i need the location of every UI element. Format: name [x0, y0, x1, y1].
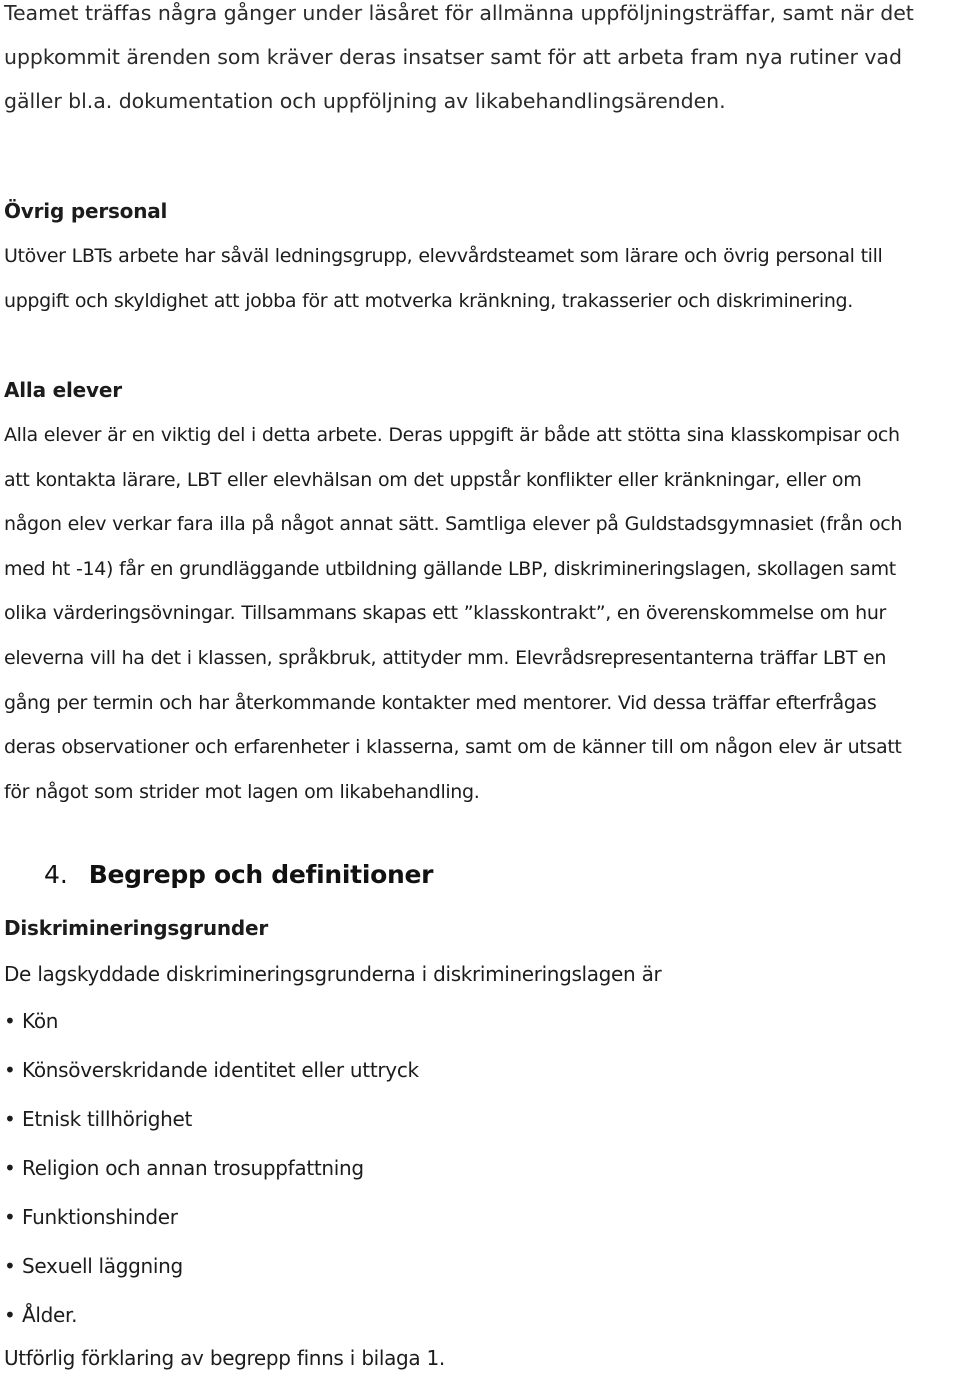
intro-line-2: uppkommit ärenden som kräver deras insatser samt för att arbeta fram nya rutiner vad — [4, 45, 902, 69]
list-item-text: Kön — [22, 1008, 59, 1033]
bullet-icon: • — [4, 1302, 16, 1327]
list-item-text: Funktionshinder — [22, 1204, 178, 1229]
list-item — [4, 1095, 956, 1144]
alla-elever-line: deras observationer och erfarenheter i klasserna, samt om de känner till om någon elev är utsatt — [4, 736, 902, 759]
intro-line-1: Teamet träffas några gånger under läsåret för allmänna uppföljningsträffar, samt när det — [4, 1, 914, 25]
list-item-text: Könsöverskridande identitet eller uttryck — [22, 1057, 419, 1082]
alla-elever-line: olika värderingsövningar. Tillsammans skapas ett ”klasskontrakt”, en överenskommelse om hur — [4, 602, 887, 625]
diskrimineringsgrunder-intro: De lagskyddade diskrimineringsgrunderna i diskrimineringslagen är — [4, 962, 662, 986]
list-item-text: Religion och annan trosuppfattning — [22, 1155, 364, 1180]
list-item — [4, 997, 956, 1046]
section-title: Begrepp och definitioner — [88, 860, 434, 889]
section-number: 4. — [44, 860, 68, 889]
diskrimineringsgrunder-footer: Utförlig förklaring av begrepp finns i bilaga 1. — [4, 1345, 445, 1370]
bullet-icon: • — [4, 1008, 16, 1033]
section-4-heading — [44, 853, 433, 897]
alla-elever-paragraph — [4, 413, 956, 814]
alla-elever-line: någon elev verkar fara illa på något annat sätt. Samtliga elever på Guldstadsgymnasiet (från och — [4, 513, 903, 536]
list-item — [4, 1242, 956, 1291]
list-item — [4, 1193, 956, 1242]
alla-elever-line: Alla elever är en viktig del i detta arbete. Deras uppgift är både att stötta sina klasskompisar och — [4, 424, 900, 446]
list-item-text: Sexuell läggning — [22, 1253, 183, 1278]
diskrimineringsgrunder-list — [4, 997, 956, 1340]
list-item-text: Etnisk tillhörighet — [22, 1106, 193, 1131]
list-item-text: Ålder. — [22, 1302, 78, 1327]
bullet-icon: • — [4, 1204, 16, 1229]
section-diskrimineringsgrunder — [4, 906, 956, 1380]
intro-paragraph — [4, 0, 956, 123]
list-item — [4, 1291, 956, 1340]
bullet-icon: • — [4, 1106, 16, 1131]
ovrig-personal-paragraph — [4, 234, 956, 323]
alla-elever-line: eleverna vill ha det i klassen, språkbruk, attityder mm. Elevrådsrepresentanterna träffar LBT en — [4, 646, 887, 669]
alla-elever-line: att kontakta lärare, LBT eller elevhälsan om det uppstår konflikter eller kränkningar, eller om — [4, 468, 862, 491]
alla-elever-heading: Alla elever — [4, 378, 122, 402]
list-item — [4, 1046, 956, 1095]
bullet-icon: • — [4, 1057, 16, 1082]
list-item — [4, 1144, 956, 1193]
section-ovrig-personal — [4, 189, 956, 323]
ovrig-personal-line-1: Utöver LBTs arbete har såväl ledningsgrupp, elevvårdsteamet som lärare och övrig personal till — [4, 245, 883, 267]
alla-elever-line: för något som strider mot lagen om likabehandling. — [4, 780, 480, 803]
ovrig-personal-heading: Övrig personal — [4, 199, 168, 223]
intro-line-3: gäller bl.a. dokumentation och uppföljning av likabehandlingsärenden. — [4, 89, 726, 113]
diskrimineringsgrunder-heading: Diskrimineringsgrunder — [4, 916, 269, 940]
alla-elever-line: gång per termin och har återkommande kontakter med mentorer. Vid dessa träffar efterfrågas — [4, 691, 877, 714]
bullet-icon: • — [4, 1253, 16, 1278]
alla-elever-line: med ht -14) får en grundläggande utbildning gällande LBP, diskrimineringslagen, skollagen samt — [4, 557, 896, 580]
section-alla-elever — [4, 368, 956, 814]
ovrig-personal-line-2: uppgift och skyldighet att jobba för att motverka kränkning, trakasserier och diskriminering. — [4, 289, 853, 312]
bullet-icon: • — [4, 1155, 16, 1180]
